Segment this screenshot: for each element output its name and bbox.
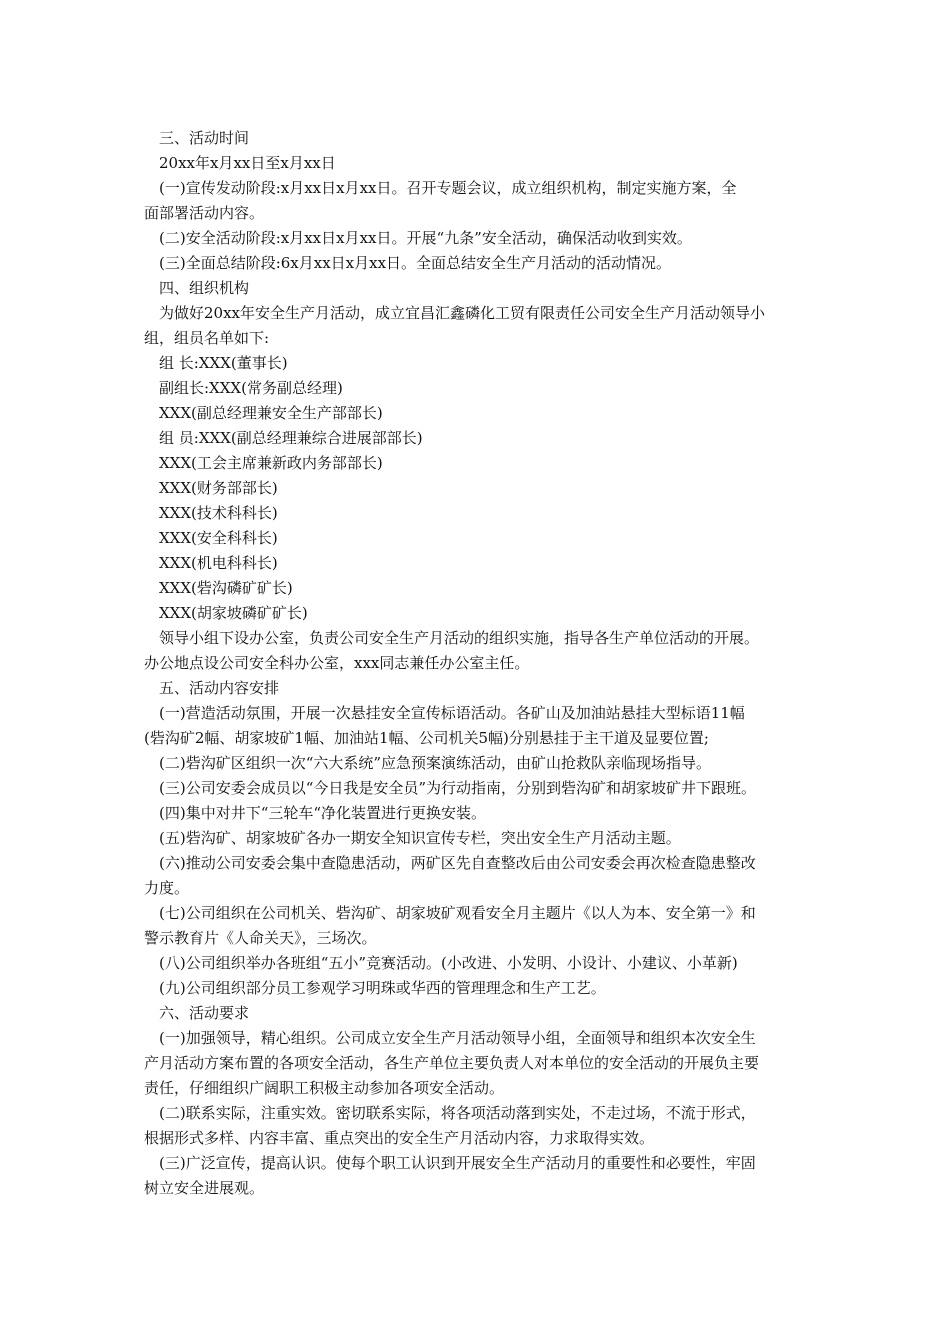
text-line bbox=[144, 626, 814, 651]
text-line-content: 产月活动方案布置的各项安全活动，各生产单位主要负责人对本单位的安全活动的开展负主要 bbox=[144, 1054, 760, 1072]
text-line-content: (八)公司组织举办各班组“五小”竞赛活动。(小改进、小发明、小设计、小建议、小革新) bbox=[159, 954, 738, 972]
text-line bbox=[144, 1151, 814, 1176]
text-line bbox=[144, 651, 814, 676]
text-line bbox=[144, 551, 814, 576]
text-line-content: 三、活动时间 bbox=[159, 129, 250, 147]
text-line-content: (二)联系实际，注重实效。密切联系实际，将各项活动落到实处，不走过场，不流于形式， bbox=[159, 1104, 756, 1122]
text-line bbox=[144, 326, 814, 351]
text-line bbox=[144, 801, 814, 826]
text-line bbox=[144, 251, 814, 276]
document-body bbox=[144, 126, 814, 1201]
text-line-content: 组，组员名单如下: bbox=[144, 329, 270, 347]
text-line bbox=[144, 1001, 814, 1026]
text-line-content: 组 长:XXX(董事长) bbox=[159, 354, 288, 372]
text-line bbox=[144, 576, 814, 601]
text-line-content: XXX(机电科科长) bbox=[159, 554, 278, 572]
text-line bbox=[144, 401, 814, 426]
text-line bbox=[144, 476, 814, 501]
text-line bbox=[144, 601, 814, 626]
text-line bbox=[144, 1126, 814, 1151]
text-line bbox=[144, 301, 814, 326]
text-line-content: XXX(胡家坡磷矿矿长) bbox=[159, 604, 308, 622]
text-line-content: 五、活动内容安排 bbox=[159, 679, 280, 697]
text-line-content: XXX(砦沟磷矿矿长) bbox=[159, 579, 293, 597]
text-line-content: (三)全面总结阶段:6x月xx日x月xx日。全面总结安全生产月活动的活动情况。 bbox=[159, 254, 672, 272]
text-line-content: 警示教育片《人命关天》，三场次。 bbox=[144, 929, 377, 947]
text-line bbox=[144, 901, 814, 926]
text-line bbox=[144, 951, 814, 976]
text-line-content: XXX(财务部部长) bbox=[159, 479, 278, 497]
text-line bbox=[144, 726, 814, 751]
text-line-content: 责任，仔细组织广阔职工积极主动参加各项安全活动。 bbox=[144, 1079, 505, 1097]
text-line-content: 为做好20xx年安全生产月活动，成立宜昌汇鑫磷化工贸有限责任公司安全生产月活动领导小 bbox=[159, 304, 766, 322]
text-line bbox=[144, 226, 814, 251]
text-line bbox=[144, 1026, 814, 1051]
text-line-content: XXX(技术科科长) bbox=[159, 504, 278, 522]
text-line-content: 树立安全进展观。 bbox=[144, 1179, 265, 1197]
text-line-content: XXX(安全科科长) bbox=[159, 529, 278, 547]
text-line bbox=[144, 926, 814, 951]
text-line bbox=[144, 851, 814, 876]
text-line bbox=[144, 1176, 814, 1201]
text-line-content: (九)公司组织部分员工参观学习明珠或华西的管理理念和生产工艺。 bbox=[159, 979, 606, 997]
text-line bbox=[144, 126, 814, 151]
text-line bbox=[144, 176, 814, 201]
text-line-content: 四、组织机构 bbox=[159, 279, 250, 297]
text-line-content: (三)公司安委会成员以“今日我是安全员”为行动指南，分别到砦沟矿和胡家坡矿井下跟班。 bbox=[159, 779, 757, 797]
text-line-content: 办公地点设公司安全科办公室，xxx同志兼任办公室主任。 bbox=[144, 654, 530, 672]
text-line bbox=[144, 351, 814, 376]
text-line-content: (一)加强领导，精心组织。公司成立安全生产月活动领导小组，全面领导和组织本次安全生 bbox=[159, 1029, 756, 1047]
text-line bbox=[144, 526, 814, 551]
text-line-content: (六)推动公司安委会集中查隐患活动，两矿区先自查整改后由公司安委会再次检查隐患整改 bbox=[159, 854, 756, 872]
text-line bbox=[144, 701, 814, 726]
text-line-content: 副组长:XXX(常务副总经理) bbox=[159, 379, 343, 397]
text-line-content: (二)砦沟矿区组织一次“六大系统”应急预案演练活动，由矿山抢救队亲临现场指导。 bbox=[159, 754, 712, 772]
text-line-content: 六、活动要求 bbox=[159, 1004, 250, 1022]
text-line bbox=[144, 751, 814, 776]
text-line bbox=[144, 276, 814, 301]
text-line-content: 根据形式多样、内容丰富、重点突出的安全生产月活动内容，力求取得实效。 bbox=[144, 1129, 655, 1147]
text-line bbox=[144, 1076, 814, 1101]
text-line bbox=[144, 1101, 814, 1126]
text-line-content: (二)安全活动阶段:x月xx日x月xx日。开展“九条”安全活动，确保活动收到实效。 bbox=[159, 229, 692, 247]
text-line bbox=[144, 501, 814, 526]
text-line bbox=[144, 876, 814, 901]
text-line-content: (四)集中对井下“三轮车“净化装置进行更换安装。 bbox=[159, 804, 487, 822]
text-line-content: (一)营造活动氛围，开展一次悬挂安全宣传标语活动。各矿山及加油站悬挂大型标语11幅 bbox=[159, 704, 745, 722]
text-line-content: XXX(副总经理兼安全生产部部长) bbox=[159, 404, 383, 422]
text-line bbox=[144, 676, 814, 701]
text-line-content: (七)公司组织在公司机关、砦沟矿、胡家坡矿观看安全月主题片《以人为本、安全第一》和 bbox=[159, 904, 756, 922]
text-line-content: XXX(工会主席兼新政内务部部长) bbox=[159, 454, 383, 472]
text-line-content: 力度。 bbox=[144, 879, 190, 897]
text-line-content: 领导小组下设办公室，负责公司安全生产月活动的组织实施，指导各生产单位活动的开展。 bbox=[159, 629, 760, 647]
text-line-content: (三)广泛宣传，提高认识。使每个职工认识到开展安全生产活动月的重要性和必要性，牢固 bbox=[159, 1154, 756, 1172]
text-line bbox=[144, 426, 814, 451]
text-line bbox=[144, 1051, 814, 1076]
text-line-content: (五)砦沟矿、胡家坡矿各办一期安全知识宣传专栏，突出安全生产月活动主题。 bbox=[159, 829, 681, 847]
text-line bbox=[144, 451, 814, 476]
text-line bbox=[144, 201, 814, 226]
text-line-content: 面部署活动内容。 bbox=[144, 204, 265, 222]
text-line bbox=[144, 976, 814, 1001]
text-line bbox=[144, 376, 814, 401]
text-line-content: 组 员:XXX(副总经理兼综合进展部部长) bbox=[159, 429, 423, 447]
text-line-content: (一)宣传发动阶段:x月xx日x月xx日。召开专题会议，成立组织机构，制定实施方案，全 bbox=[159, 179, 737, 197]
text-line-content: 20xx年x月xx日至x月xx日 bbox=[159, 154, 336, 172]
text-line bbox=[144, 826, 814, 851]
text-line bbox=[144, 151, 814, 176]
text-line bbox=[144, 776, 814, 801]
text-line-content: (砦沟矿2幅、胡家坡矿1幅、加油站1幅、公司机关5幅)分别悬挂于主干道及显要位置; bbox=[144, 729, 709, 747]
